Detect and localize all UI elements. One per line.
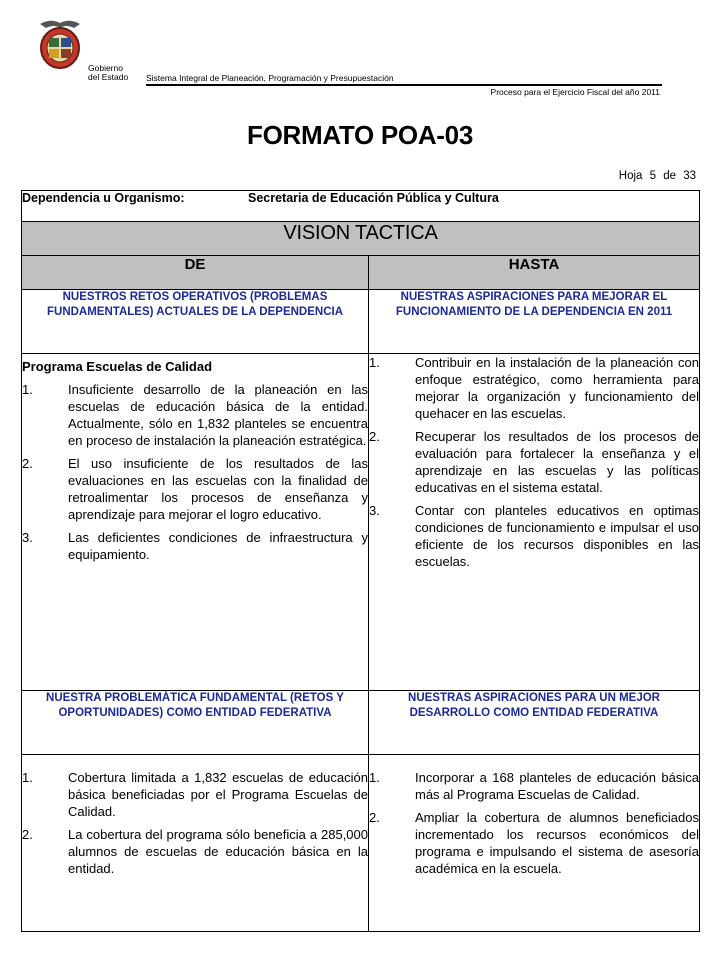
list-item bbox=[369, 354, 699, 422]
list-item bbox=[22, 455, 368, 523]
dependency-label: Dependencia u Organismo: bbox=[22, 191, 185, 205]
section2-left-content bbox=[22, 755, 369, 932]
list-item-text: Ampliar la cobertura de alumnos beneficiados incrementado los recursos económicos del programa e impulsando el sistema de asesoría académica en la escuela. bbox=[415, 810, 699, 876]
list-item-text: Recuperar los resultados de los procesos de evaluación para fortalecer la enseñanza y el aprendizaje en las escuelas y las políticas educativas en el sistema estatal. bbox=[415, 429, 699, 495]
list-item-number: 2. bbox=[22, 827, 33, 842]
vision-heading: VISION TACTICA bbox=[22, 222, 700, 256]
list-item-text: Insuficiente desarrollo de la planeación en las escuelas de educación básica de la entidad. Actualmente, sólo en 1,832 planteles se encuentra en proceso de instalación la planeación estratégica. bbox=[68, 382, 368, 448]
list-item bbox=[22, 529, 368, 563]
list-item-number: 3. bbox=[22, 530, 33, 545]
section2-right-list bbox=[369, 769, 699, 877]
list-item bbox=[22, 381, 368, 449]
list-item-number: 3. bbox=[369, 503, 380, 518]
column-de: DE bbox=[22, 256, 369, 290]
list-item-number: 1. bbox=[22, 770, 33, 785]
list-item-number: 1. bbox=[22, 382, 33, 397]
process-label: Proceso para el Ejercicio Fiscal del año 2011 bbox=[490, 87, 660, 97]
section1-right-list bbox=[369, 354, 699, 570]
vision-table bbox=[21, 190, 700, 932]
dependency-value: Secretaria de Educación Pública y Cultura bbox=[248, 191, 499, 205]
list-item bbox=[22, 769, 368, 820]
section1-right-header: NUESTRAS ASPIRACIONES PARA MEJORAR EL FUNCIONAMIENTO DE LA DEPENDENCIA EN 2011 bbox=[369, 290, 700, 354]
state-seal-logo bbox=[36, 16, 84, 70]
section2-left-header: NUESTRA PROBLEMÁTICA FUNDAMENTAL (RETOS Y OPORTUNIDADES) COMO ENTIDAD FEDERATIVA bbox=[22, 691, 369, 755]
column-hasta: HASTA bbox=[369, 256, 700, 290]
section2-left-list bbox=[22, 769, 368, 877]
section1-left-header: NUESTROS RETOS OPERATIVOS (PROBLEMAS FUNDAMENTALES) ACTUALES DE LA DEPENDENCIA bbox=[22, 290, 369, 354]
list-item-number: 1. bbox=[369, 355, 380, 370]
list-item bbox=[369, 428, 699, 496]
section2-right-content bbox=[369, 755, 700, 932]
list-item-text: Contar con planteles educativos en optimas condiciones de funcionamiento e impulsar el uso eficiente de los recursos disponibles en las escuelas. bbox=[415, 503, 699, 569]
list-item bbox=[369, 809, 699, 877]
system-name: Sistema Integral de Planeación, Programación y Presupuestación bbox=[146, 73, 394, 83]
header-rule bbox=[146, 84, 662, 86]
list-item-text: El uso insuficiente de los resultados de las evaluaciones en las escuelas con la finalidad de retroalimentar los procesos de enseñanza y aprendizaje para mejorar el logro educativo. bbox=[68, 456, 368, 522]
list-item-number: 2. bbox=[369, 429, 380, 444]
page-title: FORMATO POA-03 bbox=[247, 120, 473, 150]
list-item bbox=[22, 826, 368, 877]
list-item-text: Las deficientes condiciones de infraestructura y equipamiento. bbox=[68, 530, 368, 562]
program-name: Programa Escuelas de Calidad bbox=[22, 359, 213, 374]
section1-left-list bbox=[22, 381, 368, 563]
list-item-text: Contribuir en la instalación de la planeación con enfoque estratégico, como herramienta para mejorar la organización y funcionamiento del quehacer en las escuelas. bbox=[415, 355, 699, 421]
section1-left-content bbox=[22, 354, 369, 691]
list-item-text: La cobertura del programa sólo beneficia a 285,000 alumnos de escuelas de educación básica en la entidad. bbox=[68, 827, 368, 876]
section1-right-content bbox=[369, 354, 700, 691]
list-item bbox=[369, 502, 699, 570]
government-label: Gobierno del Estado bbox=[88, 63, 129, 82]
dependency-cell bbox=[22, 191, 700, 222]
list-item-text: Cobertura limitada a 1,832 escuelas de educación básica beneficiadas por el Programa Escuelas de Calidad. bbox=[68, 770, 368, 819]
list-item-number: 1. bbox=[369, 770, 380, 785]
sheet-number: Hoja 5 de 33 bbox=[618, 170, 696, 182]
list-item-number: 2. bbox=[22, 456, 33, 471]
list-item-number: 2. bbox=[369, 810, 380, 825]
list-item-text: Incorporar a 168 planteles de educación básica más al Programa Escuelas de Calidad. bbox=[415, 770, 699, 802]
section2-right-header: NUESTRAS ASPIRACIONES PARA UN MEJOR DESARROLLO COMO ENTIDAD FEDERATIVA bbox=[369, 691, 700, 755]
list-item bbox=[369, 769, 699, 803]
